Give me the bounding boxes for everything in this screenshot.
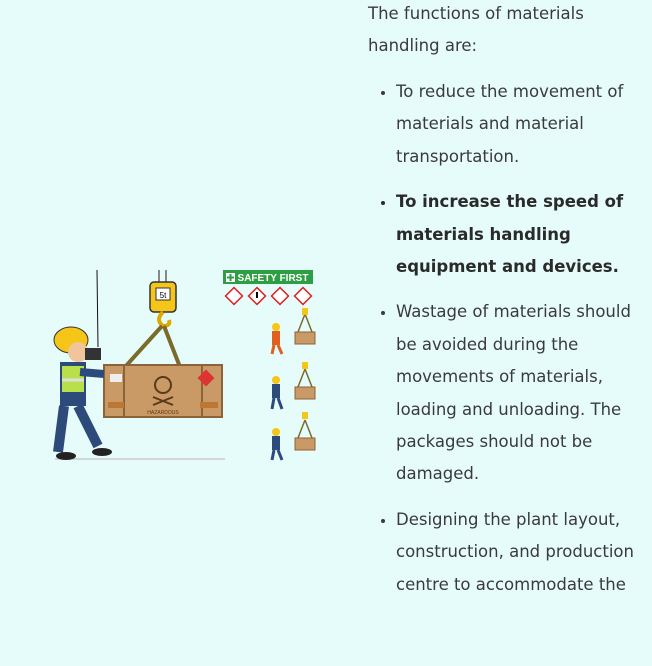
list-item: • Designing the plant layout, construction, and production centre to accommodate the bbox=[396, 504, 652, 601]
hazardous-crate-icon bbox=[104, 365, 222, 417]
safety-first-sign bbox=[223, 270, 313, 284]
list-item: • To reduce the movement of materials and material transportation. bbox=[396, 76, 652, 173]
list-item: • Wastage of materials should be avoided during the movements of materials, loading and unloading. The packages should not be damaged. bbox=[396, 296, 652, 490]
functions-list bbox=[368, 76, 652, 601]
article-text bbox=[368, 0, 652, 614]
mini-crane-workers-icon bbox=[272, 308, 315, 460]
hazard-symbols-icon bbox=[226, 288, 312, 305]
list-item: • To increase the speed of materials handling equipment and devices. bbox=[396, 186, 652, 283]
svg-text:HAZARDOUS: HAZARDOUS bbox=[147, 410, 179, 416]
crane-safety-illustration bbox=[40, 262, 330, 472]
crane-hook-icon bbox=[150, 282, 176, 326]
intro-paragraph: The functions of materials handling are: bbox=[368, 4, 584, 55]
svg-text:SAFETY FIRST: SAFETY FIRST bbox=[237, 273, 309, 284]
svg-text:5t: 5t bbox=[159, 291, 167, 300]
